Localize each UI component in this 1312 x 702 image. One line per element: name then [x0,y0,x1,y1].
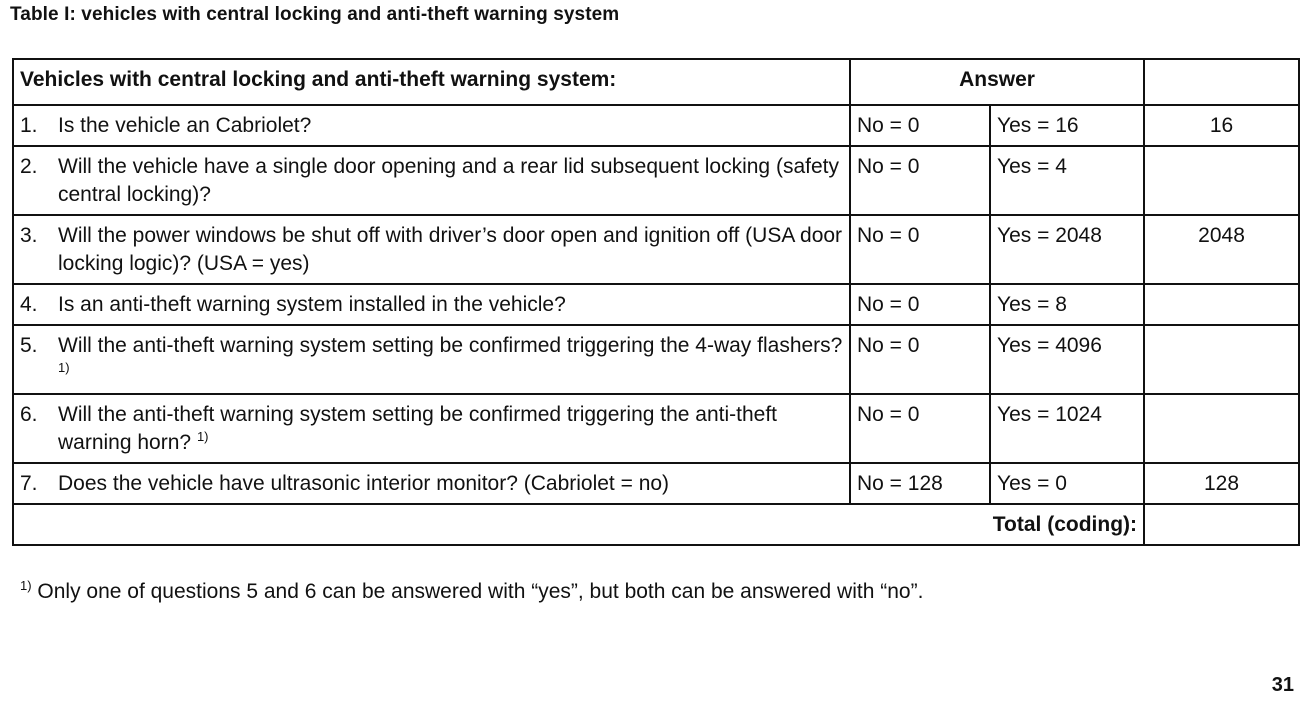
question-number: 7. [20,472,38,495]
answer-yes-cell: Yes = 4096 [990,325,1144,394]
question-text: Is an anti-theft warning system installed in the vehicle? [58,293,566,316]
answer-yes-cell: Yes = 1024 [990,394,1144,463]
question-number: 4. [20,293,38,316]
answer-no-cell: No = 0 [850,284,990,325]
question-text: Will the vehicle have a single door opening and a rear lid subsequent locking (safety central locking)? [58,155,839,206]
answer-no-cell: No = 0 [850,215,990,284]
answer-column-header: Answer [850,59,1144,105]
total-value [1144,504,1299,545]
table-row [13,215,1299,284]
question-cell [13,284,850,325]
coding-value-cell [1144,146,1299,215]
answer-yes-cell: Yes = 0 [990,463,1144,504]
footnote-text: Only one of questions 5 and 6 can be answered with “yes”, but both can be answered with “no”. [31,580,924,603]
coding-value-cell [1144,284,1299,325]
question-number: 2. [20,155,38,178]
answer-no-cell: No = 128 [850,463,990,504]
table-row [13,325,1299,394]
question-number: 1. [20,114,38,137]
coding-value-cell: 16 [1144,105,1299,146]
value-column-header [1144,59,1299,105]
question-cell [13,394,850,463]
total-label: Total (coding): [13,504,1144,545]
question-text: Will the power windows be shut off with driver’s door open and ignition off (USA door locking logic)? (USA = yes) [58,224,843,275]
footnote-ref: 1) [196,429,209,444]
answer-yes-cell: Yes = 2048 [990,215,1144,284]
question-cell [13,463,850,504]
table-row [13,105,1299,146]
coding-value-cell: 2048 [1144,215,1299,284]
question-number: 5. [20,334,38,357]
question-cell [13,105,850,146]
question-number: 6. [20,403,38,426]
question-text: Will the anti-theft warning system setting be confirmed triggering the 4-way flashers? [58,334,843,357]
table-row [13,146,1299,215]
table-row [13,284,1299,325]
answer-no-cell: No = 0 [850,105,990,146]
coding-table [12,58,1300,546]
answer-no-cell: No = 0 [850,325,990,394]
coding-value-cell: 128 [1144,463,1299,504]
coding-value-cell [1144,394,1299,463]
answer-yes-cell: Yes = 16 [990,105,1144,146]
page-number: 31 [1271,674,1294,696]
footnote-ref: 1) [58,360,70,375]
question-text: Does the vehicle have ultrasonic interior monitor? (Cabriolet = no) [58,472,670,495]
footnote [20,580,923,604]
footnote-mark: 1) [20,578,32,593]
table-row [13,394,1299,463]
total-row [13,504,1299,545]
question-cell [13,146,850,215]
answer-yes-cell: Yes = 4 [990,146,1144,215]
question-cell [13,325,850,394]
table-body [13,105,1299,504]
question-column-header: Vehicles with central locking and anti-theft warning system: [13,59,850,105]
table-caption: Table I: vehicles with central locking and anti-theft warning system [10,4,620,25]
question-cell [13,215,850,284]
answer-yes-cell: Yes = 8 [990,284,1144,325]
question-number: 3. [20,224,38,247]
question-text: Will the anti-theft warning system setting be confirmed triggering the anti-theft warning horn? [58,403,778,454]
table-header-row [13,59,1299,105]
coding-value-cell [1144,325,1299,394]
table-row [13,463,1299,504]
answer-no-cell: No = 0 [850,394,990,463]
answer-no-cell: No = 0 [850,146,990,215]
question-text: Is the vehicle an Cabriolet? [58,114,312,137]
